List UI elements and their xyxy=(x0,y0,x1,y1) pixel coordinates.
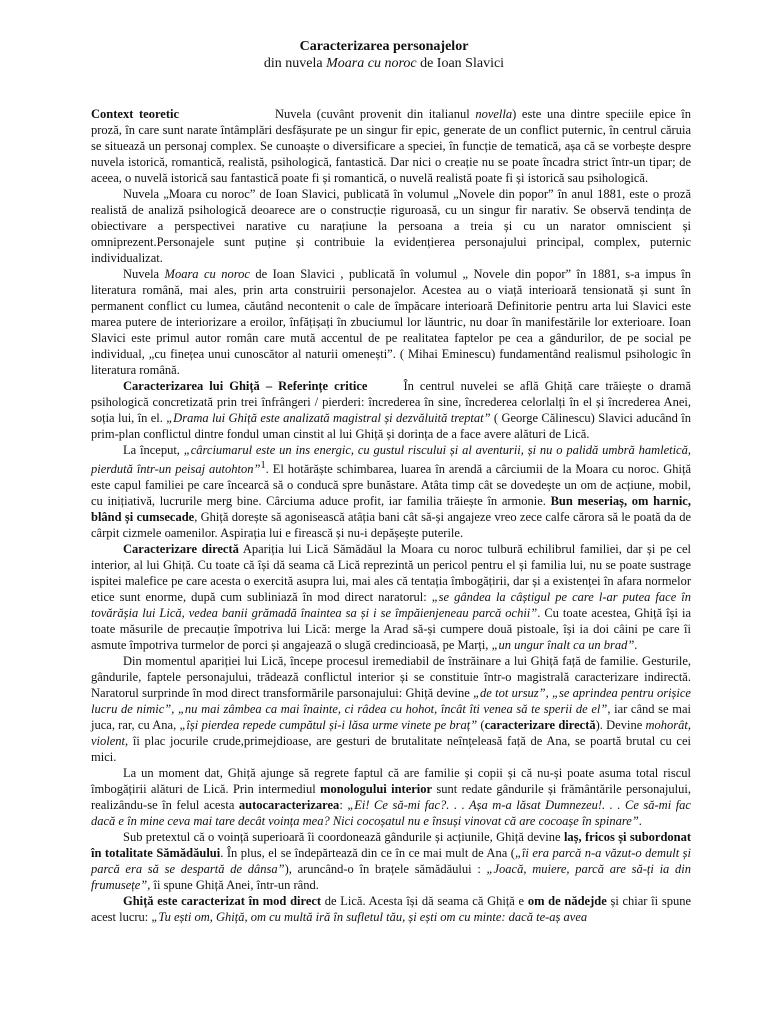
paragraph: Nuvela Moara cu noroc de Ioan Slavici , publicată în volumul „ Novele din popor” în 1881, s-a impus în literatura română, mai ales, prin arta construirii personajelor. Acestea au o viață interioară tensionată și sunt în permanent conflict cu lumea, căutând necontenit o cale de împăcare interioară Definitorie pentru arta lui Slavici este marea putere de interiorizare a eroilor, înfățișați în zbuciumul lor lăuntric, nu doar în manifestările lor exterioare. Ioan Slavici este primul autor român care mută accentul de pe realitatea faptelor pe cea a gândurilor, de pe social pe individual, „cu finețea unui cunoscător al naturii omenești”. ( Mihai Eminescu) fundamentând realismul psihologic în literatura română. xyxy=(91,267,691,377)
section-label: Context teoretic xyxy=(91,107,179,121)
section-label: Caracterizare directă xyxy=(123,542,239,557)
paragraph: Din momentul apariției lui Lică, începe procesul iremediabil de înstrăinare a lui Ghiță față de familie. Gesturile, gândurile, faptele personajului, trădează conflictul interior și se constituie într-o magistrală caracterizare indirectă. Naratorul surprinde în mod direct transformările parsonajului: Ghiță devine „de tot ursuz”, „se aprindea pentru orișice lucru de nimic”, „nu mai zâmbea ca mai înainte, ci râdea cu hohot, încât îti venea să te sperii de el”, iar când se mai juca, rar, cu Ana, „își pierdea repede cumpătul și-i lăsa urme vinete pe braț” (caracterizare directă). Devine mohorât, violent, îi plac jocurile crude,primejdioase, are gesturi de brutalitate neînțeleasă față de Ana, se poartă brutal cu cei mici. xyxy=(91,654,691,765)
paragraph: Nuvela „Moara cu noroc” de Ioan Slavici, publicată în volumul „Novele din popor” în anul 1881, este o proză realistă de analiză psihologică deoarece are o construcție riguroasă, cu un singur fir narativ. Se observă tendința de obiectivare a perspectivei narative cu narațiune la persoana a treia și cu un narator omniscient și omniprezent.Personajele sunt puține și contribuie la evidențierea personajului principal, complex, puternic individualizat. xyxy=(91,187,691,265)
section-label: Caracterizarea lui Ghiță – Referințe critice xyxy=(123,379,368,393)
paragraph-direct-characterization: Caracterizare directă Apariția lui Lică Sămădăul la Moara cu noroc tulbură echilibrul familiei, dar și pe cel interior, al lui Ghiță. Cu toate că își dă seama că Lică reprezintă un pericol pentru el și familia lui, nu se poate sustrage ispitei malefice pe care acesta o exercită asupra lui, mai ales că tentația îmbogățirii, dar și a existenței în afara normelor etice sunt enorme, după cum subliniază în mod direct naratorul: „se gândea la câștigul pe care l-ar putea face în tovărășia lui Lică, vedea banii grămadă înaintea sa și i se împăienjeneau parcă ochii”. Cu toate acestea, Ghiță își ia toate măsurile de precauție împotriva lui Lică: merge la Arad să-și cumpere două pistoale, își ia doi câini pe care îi asmute împotriva turmelor de porci și angajează o slugă credincioasă, pe Marți, „un ungur înalt ca un brad”. xyxy=(91,542,691,653)
paragraph: La început, „cârciumarul este un ins energic, cu gustul riscului și al aventurii, și nu o palidă umbră hamletică, pierdută într-un peisaj autohton”$^1$. El hotărăște schimbarea, luarea în arendă a cârciumii de la Moara cu noroc. Ghiță este capul familiei pe care încearcă să o conducă spre bunăstare. Atâta timp cât se dovedește un om de acțiune, mobil, cu inițiativă, lucrurile merg bine. Cârciuma aduce profit, iar familia trăiește în armonie. Bun meseriaș, om harnic, blând și cumsecade, Ghiță dorește să agonisească atâția bani cât să-și angajeze vreo zece calfe cărora să le poată da de cârpit cizmele oamenilor. Aspirația lui e firească și nu-i depășește puterile. xyxy=(91,443,692,541)
document-subtitle: din nuvela Moara cu noroc de Ioan Slavici xyxy=(263,56,505,71)
paragraph: Sub pretextul că o voință superioară îi coordonează gândurile și acțiunile, Ghiță devine laș, fricos și subordonat în totalitate Sămădăului. În plus, el se îndepărtează din ce în ce mai mult de Ana („îi era parcă n-a văzut-o demult și parcă era să se despartă de dânsa”), aruncând-o în brațele sămădăului : „Joacă, muiere, parcă are să-ți ia din frumusețe”, îi spune Ghiță Anei, într-un rând. xyxy=(91,830,692,893)
paragraph: Ghiță este caracterizat în mod direct de Lică. Acesta își dă seama că Ghiță e om de nădejde și chiar îi spune acest lucru: „Tu ești om, Ghiță, om cu multă iră în sufletul tău, și ești om cu minte: dacă te-aș avea xyxy=(91,894,691,925)
paragraph-critical-references: Caracterizarea lui Ghiță – Referințe critice În centrul nuvelei se află Ghiță care trăiește o dramă psihologică concretizată prin trei înfrângeri / pierderi: încrederea în sine, încrederea celorlalți în el și încrederea Anei, soția lui, în el. „Drama lui Ghiță este analizată magistral și dezvăluită treptat” ( George Călinescu) Slavici aducând în prim-plan conflictul dintre fondul uman cinstit al lui Ghiță și dorința de a face avere alături de Lică. xyxy=(91,379,691,441)
paragraph: La un moment dat, Ghiță ajunge să regrete faptul că are familie și copii și că nu-și poate asuma total riscul îmbogățirii alături de Lică. Prin intermediul monologului interior sunt redate gândurile și frământările personajului, realizându-se în felul acesta autocaracterizarea: „Ei! Ce să-mi fac?. . . Așa m-a lăsat Dumnezeu!. . . Ce să-mi fac dacă e în mine ceva mai tare decât voința mea? Nici cocoșatul nu e însuși vinovat că are cocoașe în spinare”. xyxy=(91,766,691,829)
document-title: Caracterizarea personajelor xyxy=(299,39,469,54)
footnote-marker: 1 xyxy=(260,460,266,471)
work-title: Moara cu noroc xyxy=(326,56,417,71)
document-body xyxy=(91,106,691,925)
paragraph-context: Context teoretic Nuvela (cuvânt provenit din italianul novella) este una dintre speciile epice în proză, în care sunt narate întâmplări desfășurate pe un singur fir epic, generate de un conflict puternic, în centrul căruia se situează un personaj complex. Se cunoaște o diversificare a speciei, în funcție de tematică, așa că se vorbește despre nuvela istorică, romantică, realistă, psihologică, fantastică. Dar nici o creație nu se poate încadra strict într-un tipar; de aceea, o nuvelă istorică sau fantastică poate fi și romantică, o nuvelă realistă poate fi și istorică sau psihologică. xyxy=(91,107,691,185)
